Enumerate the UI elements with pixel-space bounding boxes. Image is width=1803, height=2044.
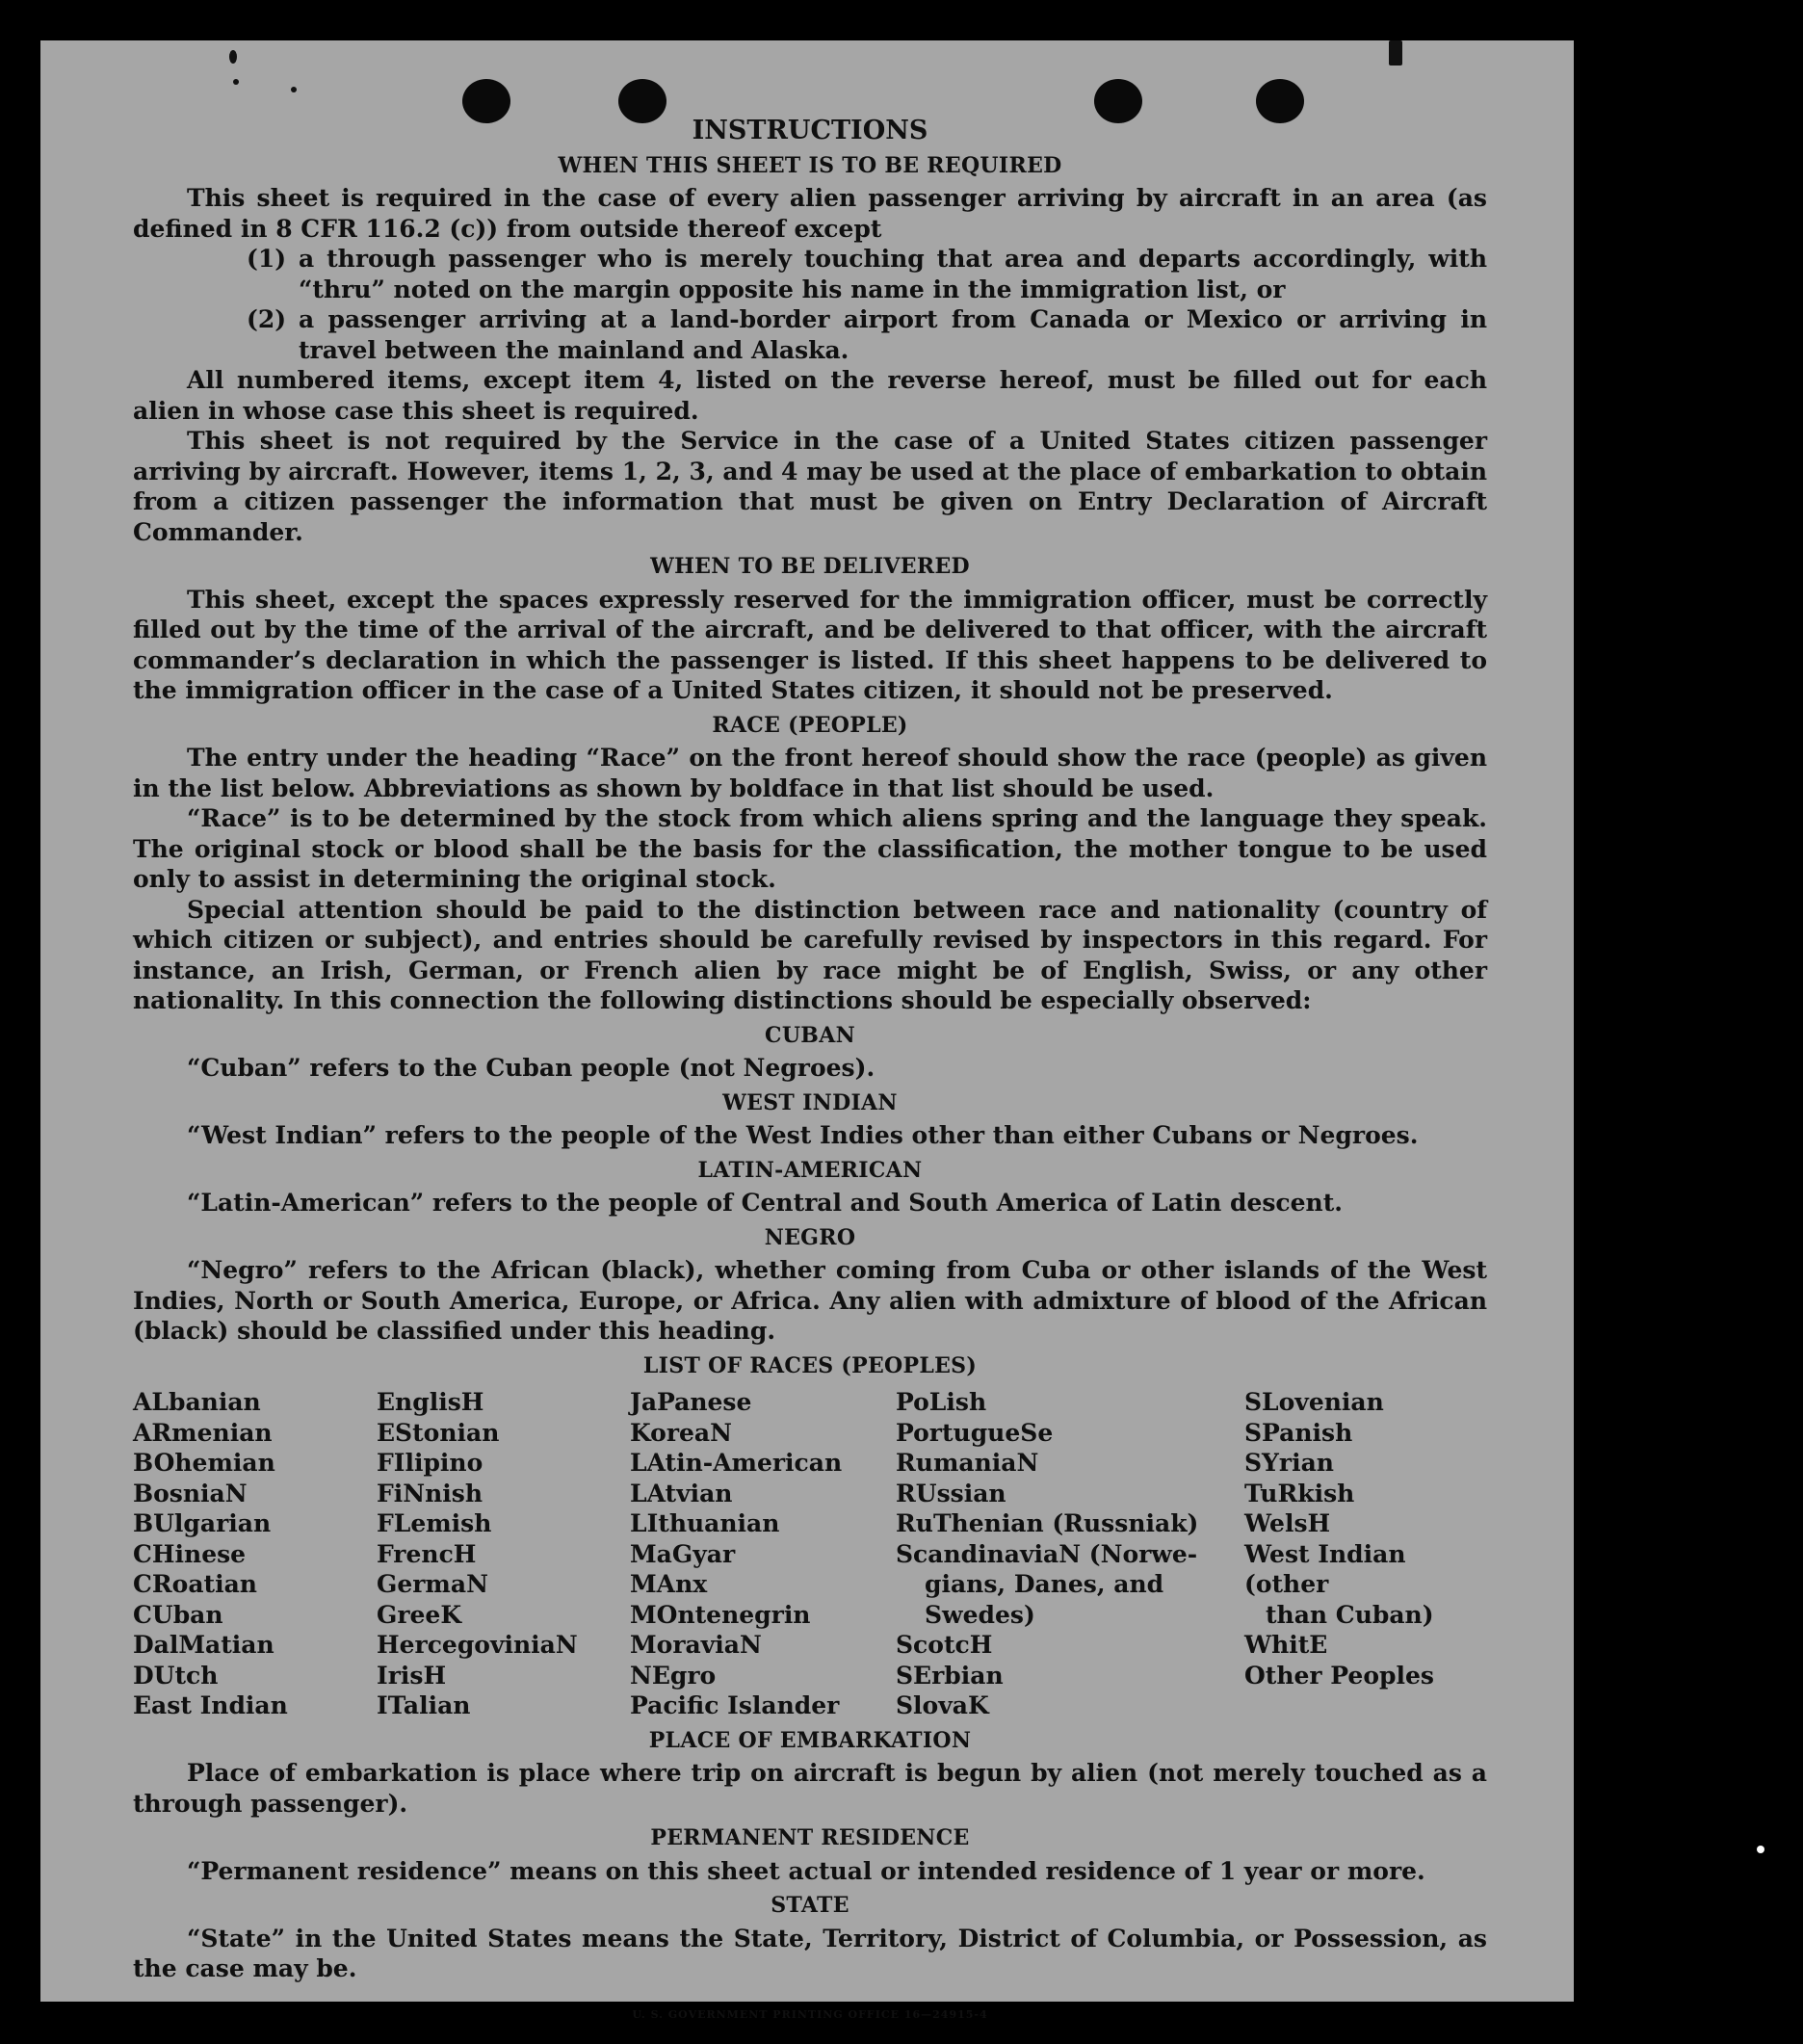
section-heading: PLACE OF EMBARKATION [648, 1727, 972, 1753]
races-column [1244, 1387, 1487, 1721]
race-entry: RUssian [896, 1479, 1006, 1507]
paragraph: “Negro” refers to the African (black), whether coming from Cuba or other islands of the West Indies, North or South America, Europe, or Africa. Any alien with admixture of blood of the African (black) should be classified under this heading. [133, 1256, 1487, 1345]
race-entry: ALbanian [133, 1388, 261, 1416]
section-heading: STATE [771, 1893, 849, 1918]
race-entry: LAtin-American [630, 1449, 843, 1477]
race-entry: MoraviaN [630, 1631, 762, 1659]
race-entry: BosniaN [133, 1479, 248, 1507]
race-entry: DUtch [133, 1661, 219, 1690]
races-list [133, 1387, 1487, 1721]
section-heading: LATIN-AMERICAN [697, 1157, 923, 1183]
race-entry: RuThenian (Russniak) [896, 1509, 1199, 1537]
race-entry: ITalian [377, 1691, 471, 1719]
item-text: a passenger arriving at a land-border airport from Canada or Mexico or arriving in travel between the mainland and Alaska. [299, 305, 1487, 364]
paragraph: This sheet, except the spaces expressly reserved for the immigration officer, must be correctly filled out by the time of the arrival of the aircraft, and be delivered to that officer, with the aircraft commander’s declaration in which the passenger is listed. If this sheet happens to be delivered to the immigration officer in the case of a United States citizen, it should not be preserved. [133, 585, 1487, 704]
section-heading: CUBAN [765, 1022, 855, 1048]
speck [1389, 40, 1402, 66]
race-entry: LIthuanian [630, 1509, 780, 1537]
race-entry: CUban [133, 1600, 223, 1629]
race-entry: PortugueSe [896, 1418, 1054, 1447]
race-entry: GermaN [377, 1570, 488, 1598]
section-heading: WHEN THIS SHEET IS TO BE REQUIRED [558, 152, 1062, 178]
race-entry: FLemish [377, 1509, 492, 1537]
document-sheet [40, 40, 1574, 2021]
race-entry: MOntenegrin [630, 1600, 811, 1629]
race-entry: FrencH [377, 1539, 477, 1568]
race-entry: PoLish [896, 1388, 987, 1416]
paragraph: “Cuban” refers to the Cuban people (not Negroes). [187, 1054, 875, 1082]
race-entry: EStonian [377, 1418, 500, 1447]
race-entry: EnglisH [377, 1388, 484, 1416]
races-column [133, 1387, 377, 1721]
paragraph: Place of embarkation is place where trip on aircraft is begun by alien (not merely touched as a through passenger). [133, 1759, 1487, 1818]
paragraph: “Latin-American” refers to the people of Central and South America of Latin descent. [187, 1189, 1343, 1217]
race-entry: SErbian [896, 1661, 1004, 1690]
race-entry: BUlgarian [133, 1509, 272, 1537]
race-entry: SLovenian [1244, 1388, 1384, 1416]
section-heading: LIST OF RACES (PEOPLES) [642, 1352, 978, 1378]
race-entry: WelsH [1244, 1509, 1331, 1537]
printer-footer: U. S. GOVERNMENT PRINTING OFFICE 16—24915-4 [632, 2007, 988, 2021]
race-entry: gians, Danes, and [925, 1570, 1164, 1598]
race-entry: Pacific Islander [630, 1691, 840, 1719]
paragraph: “West Indian” refers to the people of the West Indies other than either Cubans or Negroes. [187, 1121, 1419, 1149]
race-entry: CRoatian [133, 1570, 257, 1598]
race-entry: SYrian [1244, 1449, 1334, 1477]
race-entry: than Cuban) [1266, 1600, 1434, 1629]
race-entry: BOhemian [133, 1449, 275, 1477]
section-heading: NEGRO [764, 1224, 856, 1250]
section-heading: RACE (PEOPLE) [712, 712, 908, 738]
paragraph: “Permanent residence” means on this sheet actual or intended residence of 1 year or more. [187, 1856, 1425, 1885]
race-entry: HercegoviniaN [377, 1631, 578, 1659]
section-heading: PERMANENT RESIDENCE [650, 1825, 970, 1850]
race-entry: KoreaN [630, 1418, 732, 1447]
speck [229, 50, 237, 64]
paragraph: All numbered items, except item 4, listed on the reverse hereof, must be filled out for each alien in whose case this sheet is required. [133, 366, 1487, 425]
item-number: (1) [247, 245, 287, 273]
race-entry: LAtvian [630, 1479, 733, 1507]
race-entry: TuRkish [1244, 1479, 1355, 1507]
race-entry: Other Peoples [1244, 1661, 1434, 1690]
page-title: INSTRUCTIONS [692, 116, 928, 145]
paragraph: “Race” is to be determined by the stock from which aliens spring and the language they speak. The original stock or blood shall be the basis for the classification, the mother tongue to be used only to assist in determining the original stock. [133, 804, 1487, 893]
race-entry: West Indian (other [1244, 1539, 1406, 1598]
race-entry: SPanish [1244, 1418, 1353, 1447]
speck [1757, 1846, 1764, 1853]
race-entry: MaGyar [630, 1539, 736, 1568]
race-entry: ScandinaviaN (Norwe- [896, 1539, 1198, 1568]
race-entry: ARmenian [133, 1418, 273, 1447]
race-entry: NEgro [630, 1661, 717, 1690]
race-entry: RumaniaN [896, 1449, 1039, 1477]
list-item [247, 304, 1487, 365]
section-heading: WHEN TO BE DELIVERED [650, 554, 970, 579]
race-entry: Swedes) [925, 1600, 1035, 1629]
race-entry: ScotcH [896, 1631, 993, 1659]
race-entry: FIlipino [377, 1449, 483, 1477]
section-heading: WEST INDIAN [722, 1089, 898, 1115]
paragraph: This sheet is required in the case of every alien passenger arriving by aircraft in an area (as defined in 8 CFR 116.2 (c)) from outside thereof except [133, 184, 1487, 243]
race-entry: GreeK [377, 1600, 462, 1629]
speck [291, 87, 297, 92]
paragraph: Special attention should be paid to the distinction between race and nationality (country of which citizen or subject), and entries should be carefully revised by inspectors in this regard. For instance, an Irish, German, or French alien by race might be of English, Swiss, or any other nationality. In this connection the following distinctions should be especially observed: [133, 895, 1487, 1014]
item-text: a through passenger who is merely touching that area and departs accordingly, with “thru” noted on the margin opposite his name in the immigration list, or [299, 245, 1487, 303]
races-column [377, 1387, 630, 1721]
paragraph: This sheet is not required by the Service in the case of a United States citizen passenger arriving by aircraft. However, items 1, 2, 3, and 4 may be used at the place of embarkation to obtain from a citizen passenger the information that must be given on Entry Declaration of Aircraft Commander. [133, 427, 1487, 546]
race-entry: MAnx [630, 1570, 708, 1598]
paragraph: “State” in the United States means the State, Territory, District of Columbia, or Possession, as the case may be. [133, 1924, 1487, 1982]
race-entry: JaPanese [630, 1388, 752, 1416]
races-column [630, 1387, 896, 1721]
speck [233, 79, 239, 85]
race-entry: FiNnish [377, 1479, 483, 1507]
race-entry: DalMatian [133, 1631, 274, 1659]
race-entry: CHinese [133, 1539, 247, 1568]
list-item [247, 244, 1487, 304]
race-entry: SlovaK [896, 1691, 989, 1719]
race-entry: East Indian [133, 1691, 288, 1719]
instructions-content [133, 116, 1487, 2030]
races-column [896, 1387, 1244, 1721]
item-number: (2) [247, 305, 287, 333]
race-entry: IrisH [377, 1661, 447, 1690]
paragraph: The entry under the heading “Race” on the front hereof should show the race (people) as given in the list below. Abbreviations as shown by boldface in that list should be used. [133, 744, 1487, 802]
race-entry: WhitE [1244, 1631, 1328, 1659]
